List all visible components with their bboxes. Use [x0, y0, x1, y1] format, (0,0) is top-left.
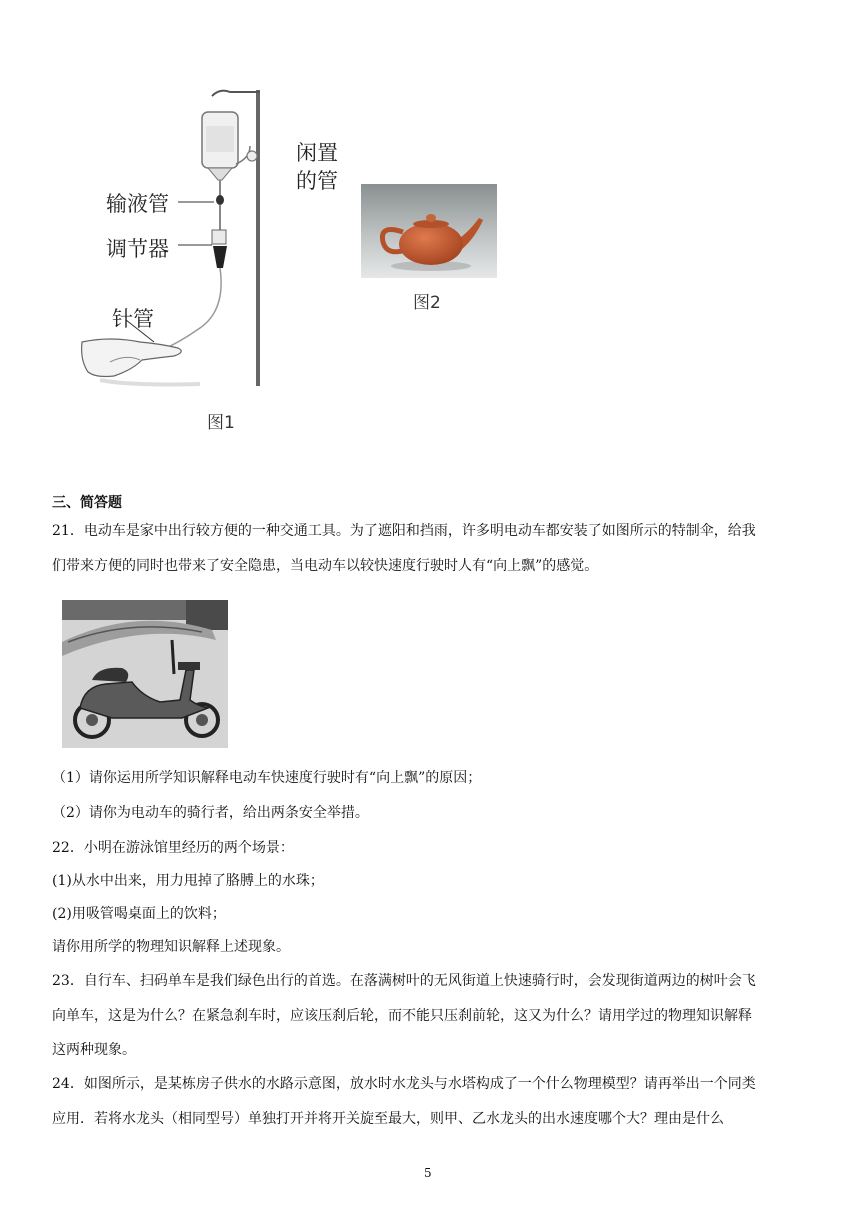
q22-line-2: 请你用所学的物理知识解释上述现象。 — [52, 939, 290, 955]
q22-sub-1: (1)从水中出来，用力甩掉了胳膊上的水珠； — [52, 873, 324, 889]
q23-line-1: 23．自行车、扫码单车是我们绿色出行的首选。在落满树叶的无风街道上快速骑行时，会发现街道两边的树叶会飞 — [52, 973, 756, 989]
q23-line-3: 这两种现象。 — [52, 1042, 136, 1058]
q21-sub-1: （1）请你运用所学知识解释电动车快速度行驶时有“向上飘”的原因； — [52, 770, 482, 786]
teapot-drawing — [361, 184, 497, 278]
label-needle: 针管 — [112, 307, 154, 331]
q21-line-2: 们带来方便的同时也带来了安全隐患，当电动车以较快速度行驶时人有“向上飘”的感觉。 — [52, 558, 599, 574]
q21-line-1: 21．电动车是家中出行较方便的一种交通工具。为了遮阳和挡雨，许多明电动车都安装了如图所示的特制伞，给我 — [52, 523, 756, 539]
q24-line-1: 24．如图所示，是某栋房子供水的水路示意图，放水时水龙头与水塔构成了一个什么物理模型？请再举出一个同类 — [52, 1076, 756, 1092]
label-infusion-tube: 输液管 — [106, 192, 169, 216]
figure-2-teapot-photo — [361, 184, 497, 278]
page-number: 5 — [424, 1166, 432, 1180]
scooter-drawing — [62, 600, 228, 748]
label-regulator: 调节器 — [106, 237, 169, 261]
q24-line-2: 应用．若将水龙头（相同型号）单独打开并将开关旋至最大，则甲、乙水龙头的出水速度哪个大？理由是什么 — [52, 1111, 724, 1127]
label-idle-tube-line2: 的管 — [296, 169, 338, 193]
q23-line-2: 向单车，这是为什么？在紧急刹车时，应该压刹后轮，而不能只压刹前轮，这又为什么？请用学过的物理知识解释 — [52, 1008, 752, 1024]
q22-line-1: 22．小明在游泳馆里经历的两个场景： — [52, 840, 294, 856]
figure-2-caption: 图2 — [413, 293, 441, 313]
label-idle-tube-line1: 闲置 — [296, 141, 338, 165]
scooter-umbrella-photo — [62, 600, 228, 748]
q21-sub-2: （2）请你为电动车的骑行者，给出两条安全举措。 — [52, 805, 369, 821]
q22-sub-2: (2)用吸管喝桌面上的饮料； — [52, 906, 226, 922]
section-heading: 三、简答题 — [52, 495, 122, 511]
figure-1-caption: 图1 — [207, 413, 235, 433]
